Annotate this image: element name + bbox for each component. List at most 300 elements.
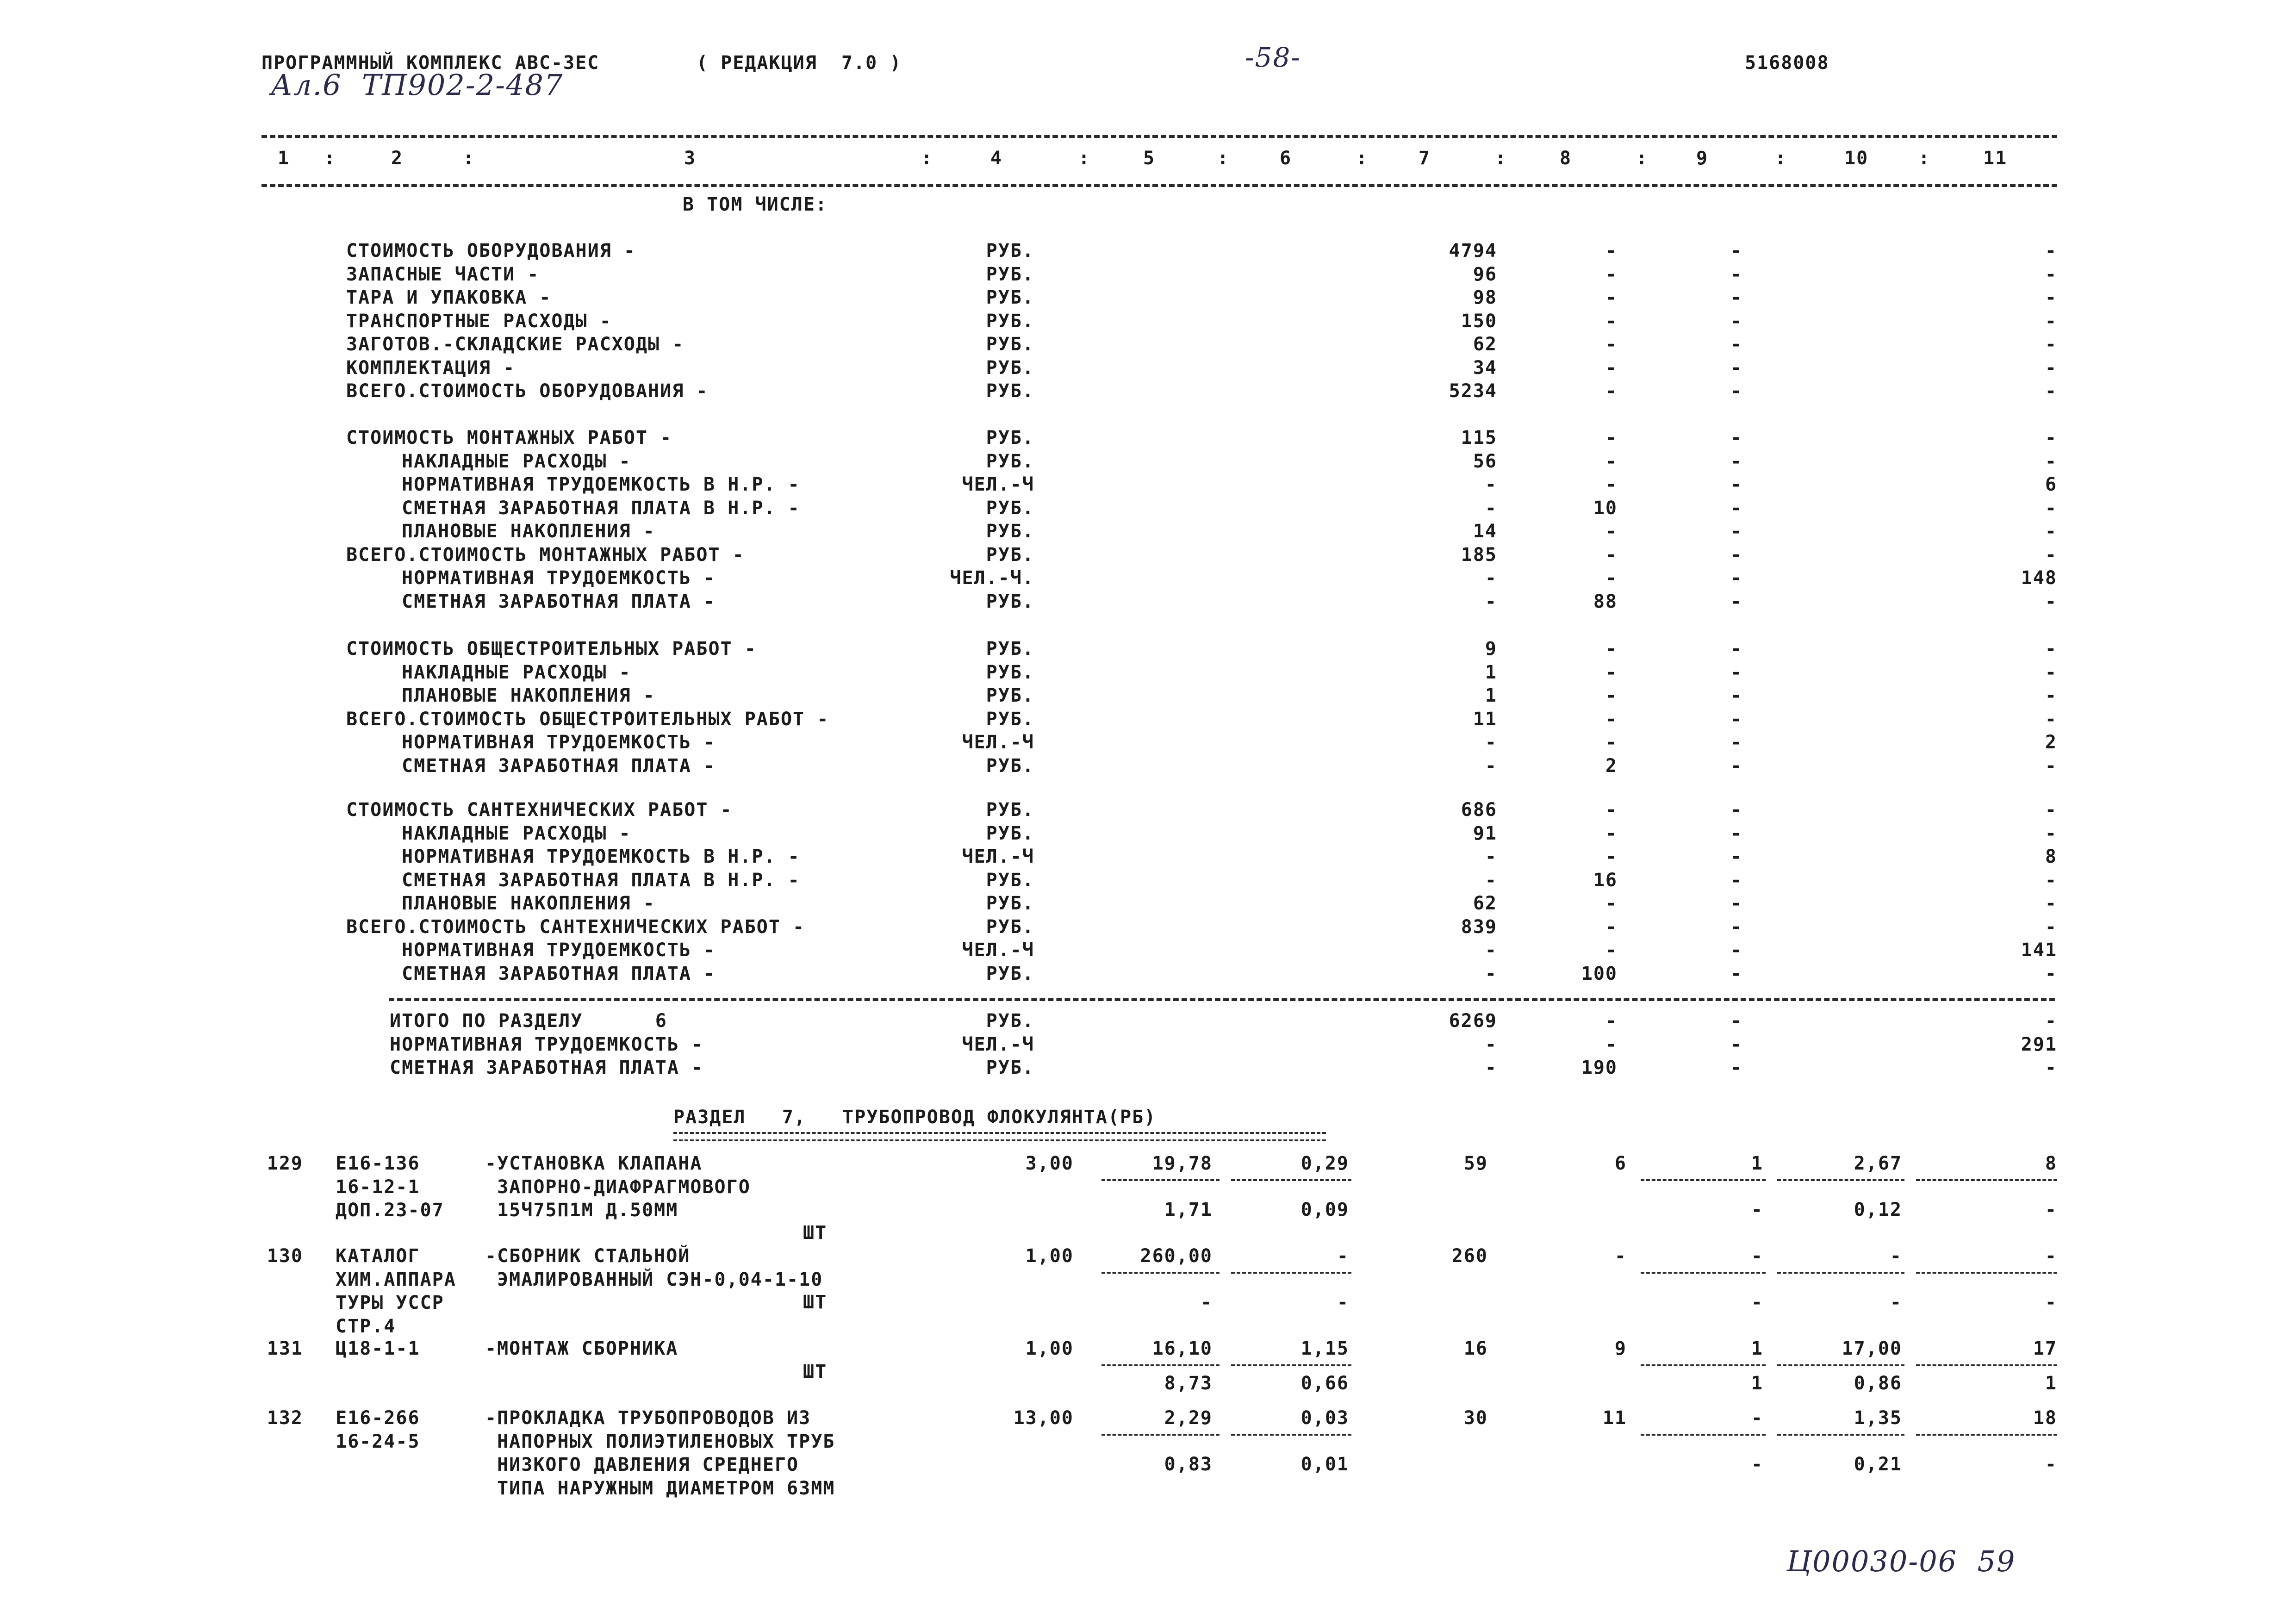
total-row-col7: 6269 [1449,1010,1497,1032]
summary-row-col11: - [2045,357,2057,379]
subtotal-rule [1916,1272,2057,1274]
entry-number: 129 [267,1153,303,1174]
summary-row-col9: - [1730,661,1742,683]
summary-row-unit: РУБ. [986,869,1034,891]
summary-row-col7: 98 [1473,287,1497,308]
summary-row-unit: РУБ. [986,638,1034,660]
summary-row-col11: - [2045,822,2057,844]
subtotal-rule [1916,1179,2057,1181]
entry-machine-col9: - [1751,1199,1763,1220]
summary-row-col8: - [1605,708,1618,730]
summary-row-label: СМЕТНАЯ ЗАРАБОТНАЯ ПЛАТА - [402,963,716,984]
entry-cost-wages: - [1614,1245,1627,1267]
entry-unit-price-total: 2,29 [1164,1407,1213,1429]
summary-row-col11: - [2045,799,2057,821]
entry-quantity: 3,00 [1025,1153,1074,1174]
summary-row-col11: - [2045,287,2057,308]
summary-row-col9: - [1730,732,1742,753]
summary-row-col9: - [1730,521,1742,542]
totals-rule [389,998,2055,1001]
total-row-unit: РУБ. [986,1010,1034,1032]
entry-machine-col10: 0,12 [1854,1199,1902,1220]
summary-row-label: СМЕТНАЯ ЗАРАБОТНАЯ ПЛАТА В Н.Р. - [402,497,800,519]
summary-row-col11: - [2045,380,2057,402]
summary-row-col7: - [1485,567,1497,589]
entry-labor-col9: - [1751,1407,1763,1429]
summary-row-unit: ЧЕЛ.-Ч. [950,567,1034,589]
summary-row-col9: - [1730,591,1742,612]
column-number-8: 8 [1560,148,1572,169]
summary-row-col7: - [1485,497,1497,519]
entry-cost-wages: 6 [1614,1153,1627,1174]
column-number-7: 7 [1419,148,1431,169]
total-row-col11: - [2045,1057,2057,1078]
summary-row-col7: 1 [1485,685,1497,706]
subtotal-rule [1231,1179,1351,1181]
column-number-11: 11 [1983,148,2008,169]
column-separator: : [1495,148,1507,169]
entry-number: 132 [267,1407,303,1429]
entry-labor-col9: 1 [1751,1153,1763,1174]
entry-machine-col9: - [1751,1292,1763,1313]
handwritten-reference: Ал.6 ТП902-2-487 [271,68,564,102]
total-row-col8: - [1605,1033,1618,1055]
summary-row-col9: - [1730,287,1742,308]
program-name: ПРОГРАММНЫЙ КОМПЛЕКС АВС-3ЕС [261,52,600,74]
entry-machine-col9: 1 [1751,1373,1763,1394]
summary-row-unit: РУБ. [986,755,1034,777]
entry-machine-col9: - [1751,1454,1763,1475]
summary-row-col11: - [2045,521,2057,542]
summary-row-col11: 141 [2021,940,2057,961]
subtotal-rule [1641,1434,1766,1436]
summary-row-label: НОРМАТИВНАЯ ТРУДОЕМКОСТЬ - [402,732,716,753]
summary-row-col8: - [1605,380,1618,402]
summary-row-col8: - [1605,638,1618,660]
subtotal-rule [1101,1434,1220,1436]
entry-labor-col9: 1 [1751,1338,1763,1359]
summary-row-unit: РУБ. [986,916,1034,938]
document-code: 5168008 [1745,52,1829,74]
summary-row-col11: - [2045,685,2057,706]
summary-row-label: НОРМАТИВНАЯ ТРУДОЕМКОСТЬ - [402,940,716,961]
entry-machine-price: 8,73 [1164,1373,1213,1394]
entry-labor-col10: - [1890,1245,1902,1267]
entry-cost-total: 16 [1463,1338,1488,1359]
entry-cost-wages: 9 [1614,1338,1627,1359]
column-number-5: 5 [1143,148,1156,169]
entry-code-line: Е16-266 [336,1407,420,1429]
entry-unit: ШТ [803,1222,828,1244]
column-separator: : [1217,148,1230,169]
column-number-4: 4 [990,148,1003,169]
entry-code-line: ХИМ.АППАРА [336,1269,456,1290]
entry-machine-col11: - [2045,1199,2057,1220]
subtotal-rule [1641,1179,1766,1181]
entry-code-line: 16-24-5 [336,1431,420,1452]
entry-number: 131 [267,1338,303,1359]
summary-row-unit: РУБ. [986,240,1034,261]
edition-label: ( РЕДАКЦИЯ 7.0 ) [697,52,902,74]
subtotal-rule [1777,1364,1904,1366]
summary-row-label: НОРМАТИВНАЯ ТРУДОЕМКОСТЬ - [402,567,716,589]
summary-row-col9: - [1730,755,1742,777]
entry-cost-total: 30 [1463,1407,1488,1429]
summary-row-col8: - [1605,263,1618,285]
summary-row-col11: - [2045,591,2057,612]
summary-row-col9: - [1730,544,1742,566]
summary-row-col11: 6 [2045,474,2057,495]
entry-code-line: ТУРЫ УССР [336,1292,444,1313]
summary-row-unit: РУБ. [986,427,1034,448]
summary-row-unit: РУБ. [986,380,1034,402]
subtotal-rule [1641,1364,1766,1366]
summary-row-unit: РУБ. [986,799,1034,821]
entry-machine-col11: - [2045,1292,2057,1313]
entry-code-line: Ц18-1-1 [336,1338,420,1359]
summary-row-col7: - [1485,940,1497,961]
total-row-unit: РУБ. [986,1057,1034,1078]
subtotal-rule [1101,1179,1220,1181]
subtotal-rule [1916,1434,2057,1436]
summary-row-label: ПЛАНОВЫЕ НАКОПЛЕНИЯ - [402,685,655,706]
summary-row-col8: - [1605,916,1618,938]
summary-row-col7: 115 [1461,427,1497,448]
summary-row-col7: - [1485,732,1497,753]
summary-row-unit: РУБ. [986,822,1034,844]
summary-row-col9: - [1730,963,1742,984]
summary-row-label: НАКЛАДНЫЕ РАСХОДЫ - [402,661,631,683]
summary-row-col7: - [1485,963,1497,984]
summary-row-col8: - [1605,940,1618,961]
summary-row-col8: - [1605,427,1618,448]
summary-row-col9: - [1730,846,1742,867]
entry-unit-price-total: 260,00 [1140,1245,1213,1267]
summary-row-col7: 839 [1461,916,1497,938]
summary-row-label: НОРМАТИВНАЯ ТРУДОЕМКОСТЬ В Н.Р. - [402,474,800,495]
summary-row-unit: РУБ. [986,893,1034,914]
summary-row-col8: 2 [1605,755,1618,777]
summary-row-col9: - [1730,380,1742,402]
entry-unit-price-wages: 0,03 [1300,1407,1349,1429]
entry-labor-col10: 17,00 [1842,1338,1902,1359]
total-row-col8: - [1605,1010,1618,1032]
summary-row-unit: РУБ. [986,591,1034,612]
summary-row-label: ПЛАНОВЫЕ НАКОПЛЕНИЯ - [402,521,655,542]
entry-machine-col11: - [2045,1454,2057,1475]
summary-row-col11: - [2045,263,2057,285]
summary-row-col11: - [2045,544,2057,566]
summary-row-col11: - [2045,869,2057,891]
summary-row-col7: 96 [1473,263,1497,285]
summary-row-unit: РУБ. [986,521,1034,542]
summary-row-col8: - [1605,822,1618,844]
column-number-9: 9 [1696,148,1709,169]
entry-description-line: НАПОРНЫХ ПОЛИЭТИЛЕНОВЫХ ТРУБ [485,1431,835,1452]
total-row-col9: - [1730,1010,1742,1032]
entry-labor-col10: 2,67 [1854,1153,1902,1174]
summary-row-col7: 9 [1485,638,1497,660]
entry-unit-price-total: 16,10 [1152,1338,1213,1359]
summary-row-col9: - [1730,916,1742,938]
summary-row-col9: - [1730,708,1742,730]
entry-unit-price-wages: - [1337,1245,1349,1267]
summary-row-unit: ЧЕЛ.-Ч [962,474,1034,495]
summary-row-col7: 62 [1473,334,1497,355]
summary-row-col11: - [2045,916,2057,938]
subtotal-rule [1101,1272,1220,1274]
summary-row-label: НАКЛАДНЫЕ РАСХОДЫ - [402,450,631,472]
entry-cost-wages: 11 [1602,1407,1627,1429]
summary-row-col8: - [1605,567,1618,589]
summary-row-col11: 2 [2045,732,2057,753]
entry-unit-price-total: 19,78 [1152,1153,1213,1174]
subtotal-rule [1231,1434,1351,1436]
column-number-10: 10 [1844,148,1869,169]
summary-row-col8: - [1605,357,1618,379]
summary-row-col7: 56 [1473,450,1497,472]
summary-row-col9: - [1730,450,1742,472]
summary-row-col9: - [1730,263,1742,285]
section-7-underline [673,1132,1326,1141]
column-separator: : [921,148,933,169]
entry-unit-price-wages: 0,29 [1300,1153,1349,1174]
summary-row-col11: - [2045,661,2057,683]
summary-row-col7: 150 [1461,310,1497,332]
entry-code-line: КАТАЛОГ [336,1245,420,1267]
entry-labor-col11: 17 [2033,1338,2057,1359]
summary-row-col8: - [1605,521,1618,542]
entry-machine-col10: 0,21 [1854,1454,1902,1475]
summary-row-unit: РУБ. [986,685,1034,706]
summary-row-col7: 14 [1473,521,1497,542]
entry-machine-wages: 0,66 [1300,1373,1349,1394]
column-number-2: 2 [391,148,404,169]
summary-row-label: НАКЛАДНЫЕ РАСХОДЫ - [402,822,631,844]
summary-row-col8: - [1605,544,1618,566]
summary-row-col11: 8 [2045,846,2057,867]
summary-row-col11: - [2045,963,2057,984]
summary-row-col7: - [1485,591,1497,612]
entry-labor-col11: 18 [2033,1407,2057,1429]
summary-row-label: ВСЕГО.СТОИМОСТЬ ОБОРУДОВАНИЯ - [346,380,709,402]
column-separator: : [1775,148,1787,169]
entry-number: 130 [267,1245,303,1267]
summary-row-col9: - [1730,334,1742,355]
page-number: -58- [1245,42,1301,73]
summary-row-col8: - [1605,474,1618,495]
total-row-col9: - [1730,1033,1742,1055]
footer-handwritten-code: Ц00030-06 59 [1786,1544,2016,1578]
header-rule-top [261,135,2057,138]
summary-row-col11: - [2045,638,2057,660]
summary-row-col8: 88 [1593,591,1618,612]
summary-row-label: СТОИМОСТЬ ОБОРУДОВАНИЯ - [346,240,636,261]
summary-row-col8: 10 [1593,497,1618,519]
section-7-title: РАЗДЕЛ 7, ТРУБОПРОВОД ФЛОКУЛЯНТА(РБ) [673,1107,1157,1128]
summary-row-col9: - [1730,940,1742,961]
summary-row-label: КОМПЛЕКТАЦИЯ - [346,357,516,379]
summary-row-col9: - [1730,497,1742,519]
summary-row-col9: - [1730,310,1742,332]
summary-row-col11: - [2045,893,2057,914]
summary-row-label: ЗАПАСНЫЕ ЧАСТИ - [346,263,540,285]
summary-row-col11: - [2045,450,2057,472]
summary-row-col7: 686 [1461,799,1497,821]
column-separator: : [1636,148,1649,169]
total-row-label: СМЕТНАЯ ЗАРАБОТНАЯ ПЛАТА - [390,1057,704,1078]
summary-row-col9: - [1730,638,1742,660]
summary-row-unit: РУБ. [986,450,1034,472]
entry-machine-price: 0,83 [1164,1454,1213,1475]
summary-row-col7: 1 [1485,661,1497,683]
summary-row-label: СТОИМОСТЬ САНТЕХНИЧЕСКИХ РАБОТ - [346,799,733,821]
column-separator: : [463,148,475,169]
entry-labor-col11: 8 [2045,1153,2057,1174]
entry-description-line: ЗАПОРНО-ДИАФРАГМОВОГО [485,1176,751,1198]
entry-labor-col9: - [1751,1245,1763,1267]
entry-labor-col11: - [2045,1245,2057,1267]
summary-row-col8: - [1605,287,1618,308]
summary-row-col7: - [1485,755,1497,777]
entry-description-line: -УСТАНОВКА КЛАПАНА [485,1153,703,1174]
summary-row-col8: 100 [1581,963,1618,984]
summary-row-col11: - [2045,497,2057,519]
summary-row-col7: - [1485,869,1497,891]
subtotal-rule [1777,1272,1904,1274]
header-rule-bottom [261,184,2057,187]
entry-quantity: 1,00 [1025,1245,1074,1267]
summary-row-label: СТОИМОСТЬ МОНТАЖНЫХ РАБОТ - [346,427,672,448]
summary-row-col11: - [2045,708,2057,730]
entry-cost-total: 59 [1463,1153,1488,1174]
summary-row-label: СМЕТНАЯ ЗАРАБОТНАЯ ПЛАТА - [402,591,716,612]
total-row-col11: 291 [2021,1033,2057,1055]
summary-row-col9: - [1730,474,1742,495]
summary-row-unit: ЧЕЛ.-Ч [962,732,1034,753]
summary-row-col11: - [2045,240,2057,261]
summary-row-col9: - [1730,893,1742,914]
entry-machine-wages: - [1337,1292,1349,1313]
summary-row-col9: - [1730,427,1742,448]
summary-row-col8: - [1605,334,1618,355]
entry-labor-col10: 1,35 [1854,1407,1902,1429]
summary-row-col7: 34 [1473,357,1497,379]
summary-row-col8: - [1605,799,1618,821]
summary-row-label: СМЕТНАЯ ЗАРАБОТНАЯ ПЛАТА В Н.Р. - [402,869,800,891]
entry-code-line: ДОП.23-07 [336,1200,444,1221]
summary-row-col9: - [1730,567,1742,589]
summary-row-unit: РУБ. [986,708,1034,730]
summary-row-label: НОРМАТИВНАЯ ТРУДОЕМКОСТЬ В Н.Р. - [402,846,800,867]
summary-row-col11: - [2045,427,2057,448]
summary-row-col8: - [1605,240,1618,261]
entry-description-line: ЭМАЛИРОВАННЫЙ СЭН-0,04-1-10 [485,1269,823,1290]
total-row-col8: 190 [1581,1057,1618,1078]
entry-machine-price: 1,71 [1164,1199,1213,1220]
column-separator: : [1918,148,1931,169]
total-row-label: ИТОГО ПО РАЗДЕЛУ 6 [390,1010,667,1032]
summary-row-label: ВСЕГО.СТОИМОСТЬ МОНТАЖНЫХ РАБОТ - [346,544,745,566]
entry-machine-wages: 0,09 [1300,1199,1349,1220]
entry-unit-price-wages: 1,15 [1300,1338,1349,1359]
subtotal-rule [1231,1364,1351,1366]
summary-row-col7: 62 [1473,893,1497,914]
summary-row-unit: РУБ. [986,287,1034,308]
subtotal-rule [1916,1364,2057,1366]
summary-row-col11: - [2045,755,2057,777]
summary-row-col8: - [1605,732,1618,753]
entry-description-line: -ПРОКЛАДКА ТРУБОПРОВОДОВ ИЗ [485,1407,811,1429]
summary-row-label: ВСЕГО.СТОИМОСТЬ САНТЕХНИЧЕСКИХ РАБОТ - [346,916,805,938]
subtotal-rule [1641,1272,1766,1274]
summary-row-col11: 148 [2021,567,2057,589]
summary-row-col7: - [1485,846,1497,867]
total-row-unit: ЧЕЛ.-Ч [962,1033,1034,1055]
entry-cost-total: 260 [1451,1245,1488,1267]
entry-machine-price: - [1200,1292,1213,1313]
summary-row-col8: - [1605,310,1618,332]
summary-row-unit: ЧЕЛ.-Ч [962,846,1034,867]
entry-description-line: 15Ч75П1М Д.50ММ [485,1200,678,1221]
summary-row-unit: РУБ. [986,263,1034,285]
entry-description-line: -МОНТАЖ СБОРНИКА [485,1338,678,1359]
summary-row-col8: - [1605,450,1618,472]
entry-machine-col10: 0,86 [1854,1373,1902,1394]
entry-machine-col10: - [1890,1292,1902,1313]
column-separator: : [1356,148,1369,169]
summary-row-label: ПЛАНОВЫЕ НАКОПЛЕНИЯ - [402,893,655,914]
entry-unit: ШТ [803,1361,828,1382]
entry-code-line: Е16-136 [336,1153,420,1174]
summary-row-col7: 185 [1461,544,1497,566]
including-label: В ТОМ ЧИСЛЕ: [683,194,828,215]
summary-row-unit: РУБ. [986,357,1034,379]
entry-quantity: 13,00 [1013,1407,1074,1429]
summary-row-col8: - [1605,893,1618,914]
column-separator: : [1078,148,1091,169]
entry-description-line: -СБОРНИК СТАЛЬНОЙ [485,1245,691,1267]
total-row-col9: - [1730,1057,1742,1078]
summary-row-unit: РУБ. [986,544,1034,566]
total-row-label: НОРМАТИВНАЯ ТРУДОЕМКОСТЬ - [390,1033,704,1055]
summary-row-col7: 11 [1473,708,1497,730]
subtotal-rule [1101,1364,1220,1366]
summary-row-col9: - [1730,822,1742,844]
summary-row-col7: 4794 [1449,240,1497,261]
entry-machine-wages: 0,01 [1300,1454,1349,1475]
summary-row-col8: 16 [1593,869,1618,891]
subtotal-rule [1777,1434,1904,1436]
column-separator: : [324,148,336,169]
summary-row-unit: РУБ. [986,497,1034,519]
entry-description-line: ТИПА НАРУЖНЫМ ДИАМЕТРОМ 63ММ [485,1477,835,1499]
column-number-1: 1 [278,148,290,169]
summary-row-col9: - [1730,685,1742,706]
summary-row-unit: РУБ. [986,310,1034,332]
column-number-6: 6 [1280,148,1292,169]
entry-description-line: НИЗКОГО ДАВЛЕНИЯ СРЕДНЕГО [485,1454,799,1475]
total-row-col11: - [2045,1010,2057,1032]
summary-row-col9: - [1730,357,1742,379]
summary-row-label: СТОИМОСТЬ ОБЩЕСТРОИТЕЛЬНЫХ РАБОТ - [346,638,757,660]
summary-row-unit: РУБ. [986,661,1034,683]
summary-row-unit: ЧЕЛ.-Ч [962,940,1034,961]
entry-machine-col11: 1 [2045,1373,2057,1394]
summary-row-col11: - [2045,310,2057,332]
entry-quantity: 1,00 [1025,1338,1074,1359]
summary-row-col8: - [1605,846,1618,867]
